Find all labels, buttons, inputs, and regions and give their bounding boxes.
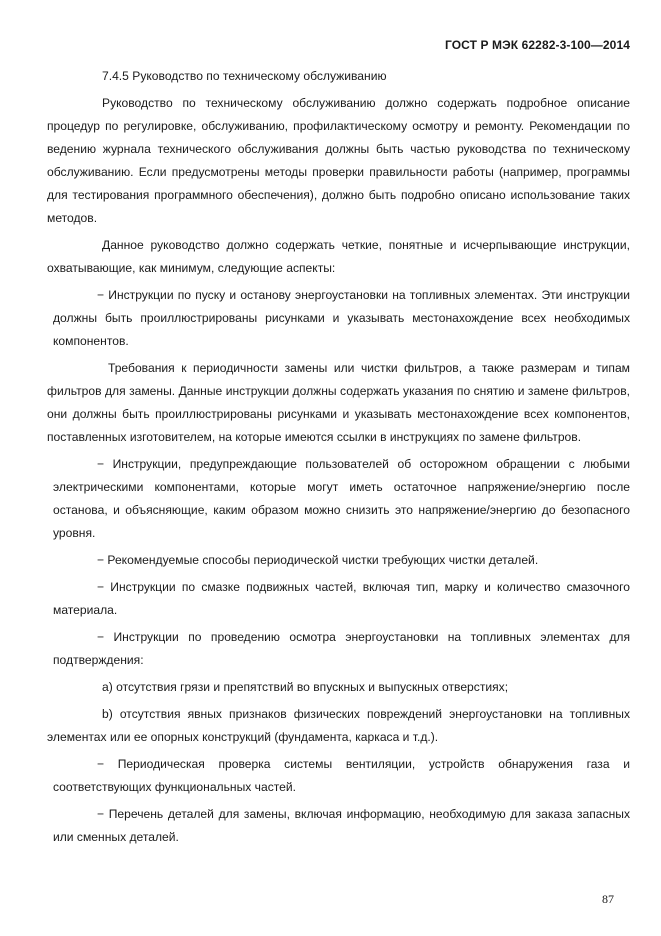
document-header: ГОСТ Р МЭК 62282-3-100—2014 [445,38,630,52]
list-item-spare-parts: − Перечень деталей для замены, включая информацию, необходимую для заказа запасных или сменных деталей. [53,807,630,844]
list-item-startup-shutdown: − Инструкции по пуску и останову энергоустановки на топливных элементах. Эти инструкции должны быть проиллюстрированы рисунками и указывать местонахождение всех необходимых компонентов. [53,288,630,348]
list-item-lubrication: − Инструкции по смазке подвижных частей, включая тип, марку и количество смазочного материала. [53,580,630,617]
paragraph-maintenance-manual: Руководство по техническому обслуживанию должно содержать подробное описание процедур по регулировке, обслуживанию, профилактическому осмотру и ремонту. Рекомендации по ведению журнала технического обслуживания должны быть частью руководства по техническому обслуживанию. Если предусмотрены методы проверки правильности работы (например, программы для тестирования программного обеспечения), должно быть подробно описано использование таких методов. [47,96,630,225]
document-body [47,65,630,849]
page-number: 87 [602,892,614,906]
paragraph-instructions-intro: Данное руководство должно содержать четкие, понятные и исчерпывающие инструкции, охватывающие, как минимум, следующие аспекты: [47,238,630,275]
list-item-inspection: − Инструкции по проведению осмотра энергоустановки на топливных элементах для подтверждения: [53,630,630,667]
sublist-item-a: а) отсутствия грязи и препятствий во впускных и выпускных отверстиях; [102,680,509,694]
section-title: 7.4.5 Руководство по техническому обслуживанию [102,69,387,83]
paragraph-filter-requirements: Требования к периодичности замены или чистки фильтров, а также размерам и типам фильтров для замены. Данные инструкции должны содержать указания по снятию и замене фильтров, они должны быть проиллюстрированы рисунками и указывать местонахождение всех компонентов, поставленных изготовителем, на которые имеются ссылки в инструкциях по замене фильтров. [47,361,630,444]
list-item-electrical-warning: − Инструкции, предупреждающие пользователей об осторожном обращении с любыми электрическими компонентами, которые могут иметь остаточное напряжение/энергию после останова, и объясняющие, каким образом можно снизить это напряжение/энергию до безопасного уровня. [53,457,630,540]
list-item-cleaning: − Рекомендуемые способы периодической чистки требующих чистки деталей. [97,553,539,567]
list-item-ventilation-check: − Периодическая проверка системы вентиляции, устройств обнаружения газа и соответствующих функциональных частей. [53,757,630,794]
sublist-item-b: b) отсутствия явных признаков физических повреждений энергоустановки на топливных элементах или ее опорных конструкций (фундамента, каркаса и т.д.). [47,707,630,744]
